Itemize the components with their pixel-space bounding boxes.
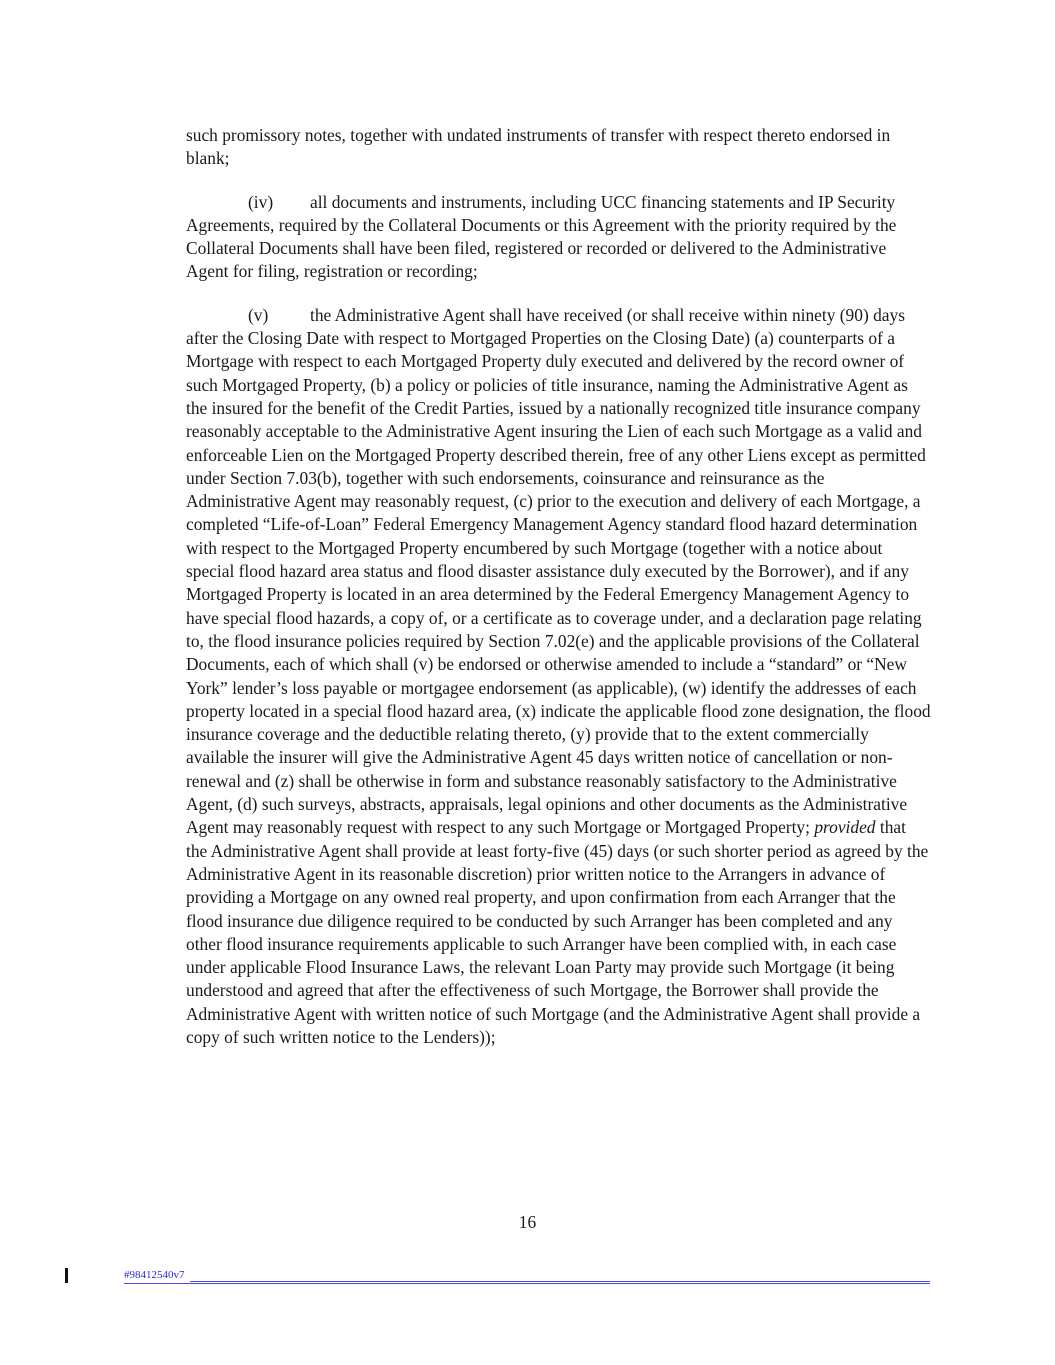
page-number: 16 xyxy=(518,1212,537,1232)
paragraph-v xyxy=(186,304,931,1050)
footer-doc-id: #98412540v7 xyxy=(124,1269,185,1281)
footer-underline-lower xyxy=(124,1283,930,1284)
footer-underline xyxy=(190,1281,930,1282)
document-body xyxy=(186,124,931,1069)
paragraph-continuation xyxy=(186,124,931,171)
paragraph-text: such promissory notes, together with undated instruments of transfer with respect thereto endorsed in blank; xyxy=(186,125,891,169)
provided-italic: provided xyxy=(814,817,876,838)
revision-bar xyxy=(65,1268,68,1283)
paragraph-text-part2: that the Administrative Agent shall provide at least forty-five (45) days (or such shorter period as agreed by the Administrative Agent in its reasonable discretion) prior written notice to the Arrangers in advance of providing a Mortgage on any owned real property, and upon confirmation from each Arranger that the flood insurance due diligence required to be conducted by such Arranger has been completed and any other flood insurance requirements applicable to such Arranger have been complied with, in each case under applicable Flood Insurance Laws, the relevant Loan Party may provide such Mortgage (it being understood and agreed that after the effectiveness of such Mortgage, the Borrower shall provide the Administrative Agent with written notice of such Mortgage (and the Administrative Agent shall provide a copy of such written notice to the Lenders)); xyxy=(186,817,929,1047)
paragraph-iv xyxy=(186,191,931,284)
paragraph-text: all documents and instruments, including UCC financing statements and IP Security Agreements, required by the Collateral Documents or this Agreement with the priority required by the Collateral Documents shall have been filed, registered or recorded or delivered to the Administrative Agent for filing, registration or recording; xyxy=(186,191,897,282)
clause-marker: (iv) xyxy=(248,191,274,212)
clause-marker: (v) xyxy=(248,304,269,325)
paragraph-text-part1: the Administrative Agent shall have received (or shall receive within ninety (90) days after the Closing Date with respect to Mortgaged Properties on the Closing Date) (a) counterparts of a Mortgage with respect to each Mortgaged Property duly executed and delivered by the record owner of such Mortgaged Property, (b) a policy or policies of title insurance, naming the Administrative Agent as the insured for the benefit of the Credit Parties, issued by a nationally recognized title insurance company reasonably acceptable to the Administrative Agent insuring the Lien of each such Mortgage as a valid and enforceable Lien on the Mortgaged Property described therein, free of any other Liens except as permitted under Section 7.03(b), together with such endorsements, coinsurance and reinsurance as the Administrative Agent may reasonably request, (c) prior to the execution and delivery of each Mortgage, a completed “Life-of-Loan” Federal Emergency Management Agency standard flood hazard determination with respect to the Mortgaged Property encumbered by such Mortgage (together with a notice about special flood hazard area status and flood disaster assistance duly executed by the Borrower), and if any Mortgaged Property is located in an area determined by the Federal Emergency Management Agency to have special flood hazards, a copy of, or a certificate as to coverage under, and a declaration page relating to, the flood insurance policies required by Section 7.02(e) and the applicable provisions of the Collateral Documents, each of which shall (v) be endorsed or otherwise amended to include a “standard” or “New York” lender’s loss payable or mortgagee endorsement (as applicable), (w) identify the addresses of each property located in a special flood hazard area, (x) indicate the applicable flood zone designation, the flood insurance coverage and the deductible relating thereto, (y) provide that to the extent commercially available the insurer will give the Administrative Agent 45 days written notice of cancellation or non-renewal and (z) shall be otherwise in form and substance reasonably satisfactory to the Administrative Agent, (d) such surveys, abstracts, appraisals, legal opinions and other documents as the Administrative Agent may reasonably request with respect to any such Mortgage or Mortgaged Property; xyxy=(186,304,931,838)
